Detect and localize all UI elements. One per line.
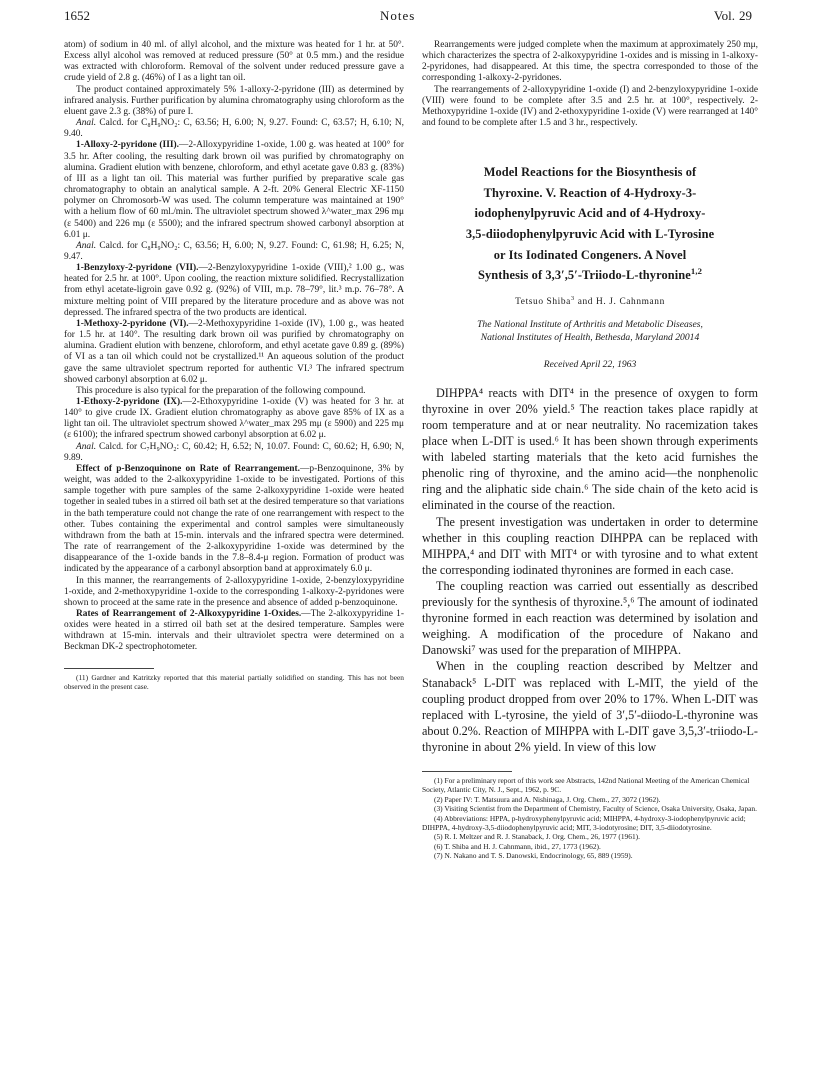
footnote-divider xyxy=(422,771,512,772)
paragraph-text: —The 2-alkoxypyridine 1-oxides were heated in a stirred oil bath set at the desired temperature. Samples were withdrawn at 15-min. intervals and their ultraviolet spectra were determined on a Beckman DK-2 spectrophotometer. xyxy=(64,608,404,653)
author-conjunction: and xyxy=(577,296,594,307)
article-body xyxy=(422,385,758,755)
left-column xyxy=(64,40,404,691)
paragraph: In this manner, the rearrangements of 2-alloxypyridine 1-oxide, 2-benzyloxypyridine 1-oxide, and 2-methoxypyridine 1-oxide to the corresponding 1-alkoxy-2-pyridones were shown to proceed at the same rate in the presence and absence of added p-benzoquinone. xyxy=(64,575,404,608)
paragraph xyxy=(64,263,404,319)
volume-number: 29 xyxy=(739,8,752,23)
affiliation-line: National Institutes of Health, Bethesda, Maryland 20014 xyxy=(480,331,700,343)
author-line xyxy=(422,294,758,307)
received-date: Received April 22, 1963 xyxy=(543,358,637,370)
title-text: Synthesis of 3,3′,5′-Triiodo-L-thyronine xyxy=(477,268,691,283)
volume-prefix: Vol. xyxy=(713,8,735,23)
title-footnote-ref: 1,2 xyxy=(690,266,703,277)
paragraph-text: —2-Methoxypyridine 1-oxide (IV), 1.00 g., was heated for 1.5 hr. at 140°. The resulting dark brown oil was purified by chromatography on alumina. Gradient elution with benzene, chloroform, and ethyl acetate gave 0.89 g. (89%) of VI as a tan oil which could not be crystallized.¹¹ An aqueous solution of the product gave the same ultraviolet spectrum reported for authentic VI.³ The infrared spectrum showed carbonyl absorption at 6.02 μ. xyxy=(64,318,404,385)
footnote: (6) T. Shiba and H. J. Cahnmann, ibid., 27, 1773 (1962). xyxy=(434,841,601,851)
run-in-heading: 1-Ethoxy-2-pyridone (IX). xyxy=(76,397,183,407)
paragraph xyxy=(64,319,404,386)
paragraph: The product contained approximately 5% 1-alloxy-2-pyridone (III) as determined by infrared analysis. Further purification by alumina chromatography using chloroform as the eluent gave 2.3 g. (38%) of pure I. xyxy=(64,84,404,117)
analysis-paragraph xyxy=(64,118,404,140)
run-in-heading: Rates of Rearrangement of 2-Alkoxypyridine 1-Oxides. xyxy=(76,608,302,619)
page-number: 1652 xyxy=(64,8,90,23)
run-in-heading: 1-Alloxy-2-pyridone (III). xyxy=(76,140,179,151)
title-line: 3,5-diiodophenylpyruvic Acid with L-Tyrosine xyxy=(465,227,715,242)
analysis-paragraph xyxy=(64,442,404,464)
previous-article-end xyxy=(422,40,758,129)
paragraph: DIHPPA⁴ reacts with DIT⁴ in the presence of oxygen to form thyroxine in over 20% yield.⁵ The reaction takes place rapidly at room temperature and at or near neutrality. No racemization takes place when L-DIT is used.⁶ It has been shown through experiments with labeled starting materials that the keto acid furnishes the phenolic ring of thyroxine, and the amino acid—the nonphenolic ring and the aliphatic side chain.⁶ The side chain of the keto acid is eliminated in the course of the reaction. xyxy=(422,385,758,513)
section-title: Notes xyxy=(380,8,416,23)
paragraph: Rearrangements were judged complete when the maximum at approximately 250 mμ, which characterizes the spectra of 2-alkoxypyridine 1-oxides and is missing in 1-alkoxy-2-pyridones, had disappeared. At this time, the spectra corresponded to those of the corresponding 1-alkoxy-2-pyridones. xyxy=(422,40,758,84)
paragraph-text: —2-Benzyloxypyridine 1-oxide (VIII),² 1.00 g., was heated for 2.5 hr. at 100°. Upon cooling, the reaction mixture solidified. Recrystallization from ethyl acetate-ligroin gave 0.92 g. (92%) of VIII, m.p. 78–79°, lit.³ m.p. 76–78°. A mixture melting point of VIII prepared by the literature procedure and as above was not depressed. The infrared spectra of the two products are identical. xyxy=(64,263,405,318)
author-footnote-ref: 3 xyxy=(570,294,575,302)
title-line: or Its Iodinated Congeners. A Novel xyxy=(493,247,687,262)
footnote: (11) Gardner and Katritzky reported that this material partially solidified on standing. This has not been observed in the present case. xyxy=(64,672,404,691)
title-line: iodophenylpyruvic Acid and of 4-Hydroxy- xyxy=(474,206,706,221)
run-in-heading: 1-Methoxy-2-pyridone (VI). xyxy=(76,318,189,329)
title-line: Thyroxine. V. Reaction of 4-Hydroxy-3- xyxy=(483,185,697,200)
paragraph-text: —2-Ethoxypyridine 1-oxide (V) was heated for 3 hr. at 140° to give crude IX. Gradient elution chromatography as above gave 85% of IX as a light tan oil. The ultraviolet spectrum showed λ^water_max 295 mμ (ε 5900) and 225 mμ (ε 6100); the infrared spectrum showed carbonyl absorption at 6.02 μ. xyxy=(64,397,405,441)
affiliation xyxy=(422,318,758,344)
anal-label: Anal. xyxy=(76,118,97,129)
paragraph xyxy=(64,464,404,576)
article-title xyxy=(422,162,758,286)
paragraph: The present investigation was undertaken in order to determine whether in this coupling reaction DIHPPA can be replaced with MIHPPA,⁴ and DIT with MIT⁴ or with tyrosine and to what extent the corresponding iodinated thyronines are formed in each case. xyxy=(422,514,758,577)
footnote: (3) Visiting Scientist from the Department of Chemistry, Faculty of Science, Osaka University, Osaka, Japan. xyxy=(434,804,757,814)
running-header xyxy=(0,8,820,28)
paragraph: The coupling reaction was carried out essentially as described previously for the synthesis of thyroxine.⁵,⁶ The amount of iodinated thyronine formed in each reaction was determined by isolation and weighing. A modification of the procedure of Nakano and Danowski⁷ was used for the preparation of MIHPPA. xyxy=(422,578,758,658)
run-in-heading: 1-Benzyloxy-2-pyridone (VII). xyxy=(76,263,199,274)
analysis-paragraph xyxy=(64,241,404,263)
paragraph xyxy=(64,609,404,654)
affiliation-line: The National Institute of Arthritis and Metabolic Diseases, xyxy=(477,318,703,330)
footnotes xyxy=(422,771,758,861)
right-column xyxy=(422,40,758,861)
paragraph: atom) of sodium in 40 ml. of allyl alcohol, and the mixture was heated for 1 hr. at 50°. Excess allyl alcohol was removed at reduced pressure (50° at 0.5 mm.) and the residue was extracted with chloroform. Removal of the solvent under reduced pressure gave a crude yield of 2.8 g. (46%) of I as a light tan oil. xyxy=(64,40,404,84)
paragraph-text: —2-Alloxypyridine 1-oxide, 1.00 g. was heated at 100° for 3.5 hr. After cooling, the resulting dark brown oil was purified by chromatography on alumina. Gradient elution with benzene, chloroform, and ethyl acetate gave 0.83 g. (83%) of III as a light tan oil. This material was further purified by preparative scale gas chromatography to obtain an analytical sample. A 2-ft. 20% General Electric XF-1150 polymer on Chromosorb-W was used. The column temperature was maintained at 190° with a helium flow of 60 ml./min. The ultraviolet spectrum showed λ^water_max 296 mμ (ε 5400) and 226 mμ (ε 5500); and the infrared spectrum showed carbonyl absorption at 6.01 μ. xyxy=(64,140,404,240)
paragraph: This procedure is also typical for the preparation of the following compound. xyxy=(76,385,366,396)
anal-label: Anal. xyxy=(76,441,97,452)
author-name: Tetsuo Shiba xyxy=(515,296,571,307)
anal-text: Calcd. for C₇H₉NO₂: C, 60.42; H, 6.52; N, 10.07. Found: C, 60.62; H, 6.90; N, 9.89. xyxy=(64,441,404,463)
paragraph: When in the coupling reaction described by Meltzer and Stanaback⁵ L-DIT was replaced with L-MIT, the yield of the coupling product dropped from over 20% to 17%. When L-DIT was replaced with L-tyrosine, the yield of 3′,5′-diiodo-L-thyronine was about 0.2%. Reaction of MIHPPA with L-DIT gave 3,5,3′-triiodo-L-thyronine in about 2% yield. In view of this low xyxy=(422,659,758,754)
anal-label: Anal. xyxy=(76,240,97,251)
anal-text: Calcd. for C₈H₉NO₂: C, 63.56; H, 6.00; N, 9.27. Found: C, 63.57; H, 6.10; N, 9.40. xyxy=(64,118,404,140)
title-line xyxy=(422,265,758,286)
footnote: (1) For a preliminary report of this work see Abstracts, 142nd National Meeting of the American Chemical Society, Atlantic City, N. J., Sept., 1962, p. 9C. xyxy=(422,775,750,795)
run-in-heading: Effect of p-Benzoquinone on Rate of Rearrangement. xyxy=(76,463,300,474)
anal-text: Calcd. for C₈H₉NO₂: C, 63.56; H, 6.00; N, 9.27. Found: C, 61.98; H, 6.25; N, 9.47. xyxy=(64,240,404,262)
footnote: (5) R. I. Meltzer and R. J. Stanaback, J. Org. Chem., 26, 1977 (1961). xyxy=(434,832,640,842)
paragraph-text: —p-Benzoquinone, 3% by weight, was added to the 2-alkoxypyridine 1-oxide to be investigated. Portions of this sample together with pure samples of the same 2-alkoxypyridine 1-oxide were heated together in sealed tubes in a stirred oil bath set at the desired temperature so that variations in the bath temperature could not change the rate of one rearrangement with respect to the other. Tubes containing the experimental and control samples were simultaneously withdrawn from the bath at 15-min. intervals and the infrared spectra were determined. The rate of rearrangement of the 2-alkoxypyridine 1-oxide was determined by the disappearance of the 1-oxide bands in the 7.8–8.4-μ region. Formation of product was indicated by the appearance of a carbonyl absorption band at approximately 6.0 μ. xyxy=(64,463,404,575)
paragraph xyxy=(64,397,404,442)
author-name: H. J. Cahnmann xyxy=(596,296,665,307)
footnote: (4) Abbreviations: HPPA, p-hydroxyphenylpyruvic acid; MIHPPA, 4-hydroxy-3-iodophenylpyruvic acid; DIHPPA, 4-hydroxy-3,5-diiodophenylpyruvic acid; MIT, 3-iodotyrosine; DIT, 3,5-diiodotyrosine. xyxy=(422,813,746,832)
paragraph: The rearrangements of 2-alloxypyridine 1-oxide (I) and 2-benzyloxypyridine 1-oxide (VIII) were found to be complete after 3.5 and 2.5 hr. at 100°, respectively. 2-Methoxypyridine 1-oxide (IV) and 2-ethoxypyridine 1-oxide (V) were rearranged at 140° and found to be complete after 1.5 and 3 hr., respectively. xyxy=(422,84,758,129)
footnote-divider xyxy=(64,668,154,669)
title-line: Model Reactions for the Biosynthesis of xyxy=(483,165,697,180)
paragraph xyxy=(64,140,404,240)
volume-label xyxy=(710,8,752,24)
footnote: (2) Paper IV: T. Matsuura and A. Nishinaga, J. Org. Chem., 27, 3072 (1962). xyxy=(434,794,661,804)
footnote: (7) N. Nakano and T. S. Danowski, Endocrinology, 65, 889 (1959). xyxy=(434,851,633,861)
